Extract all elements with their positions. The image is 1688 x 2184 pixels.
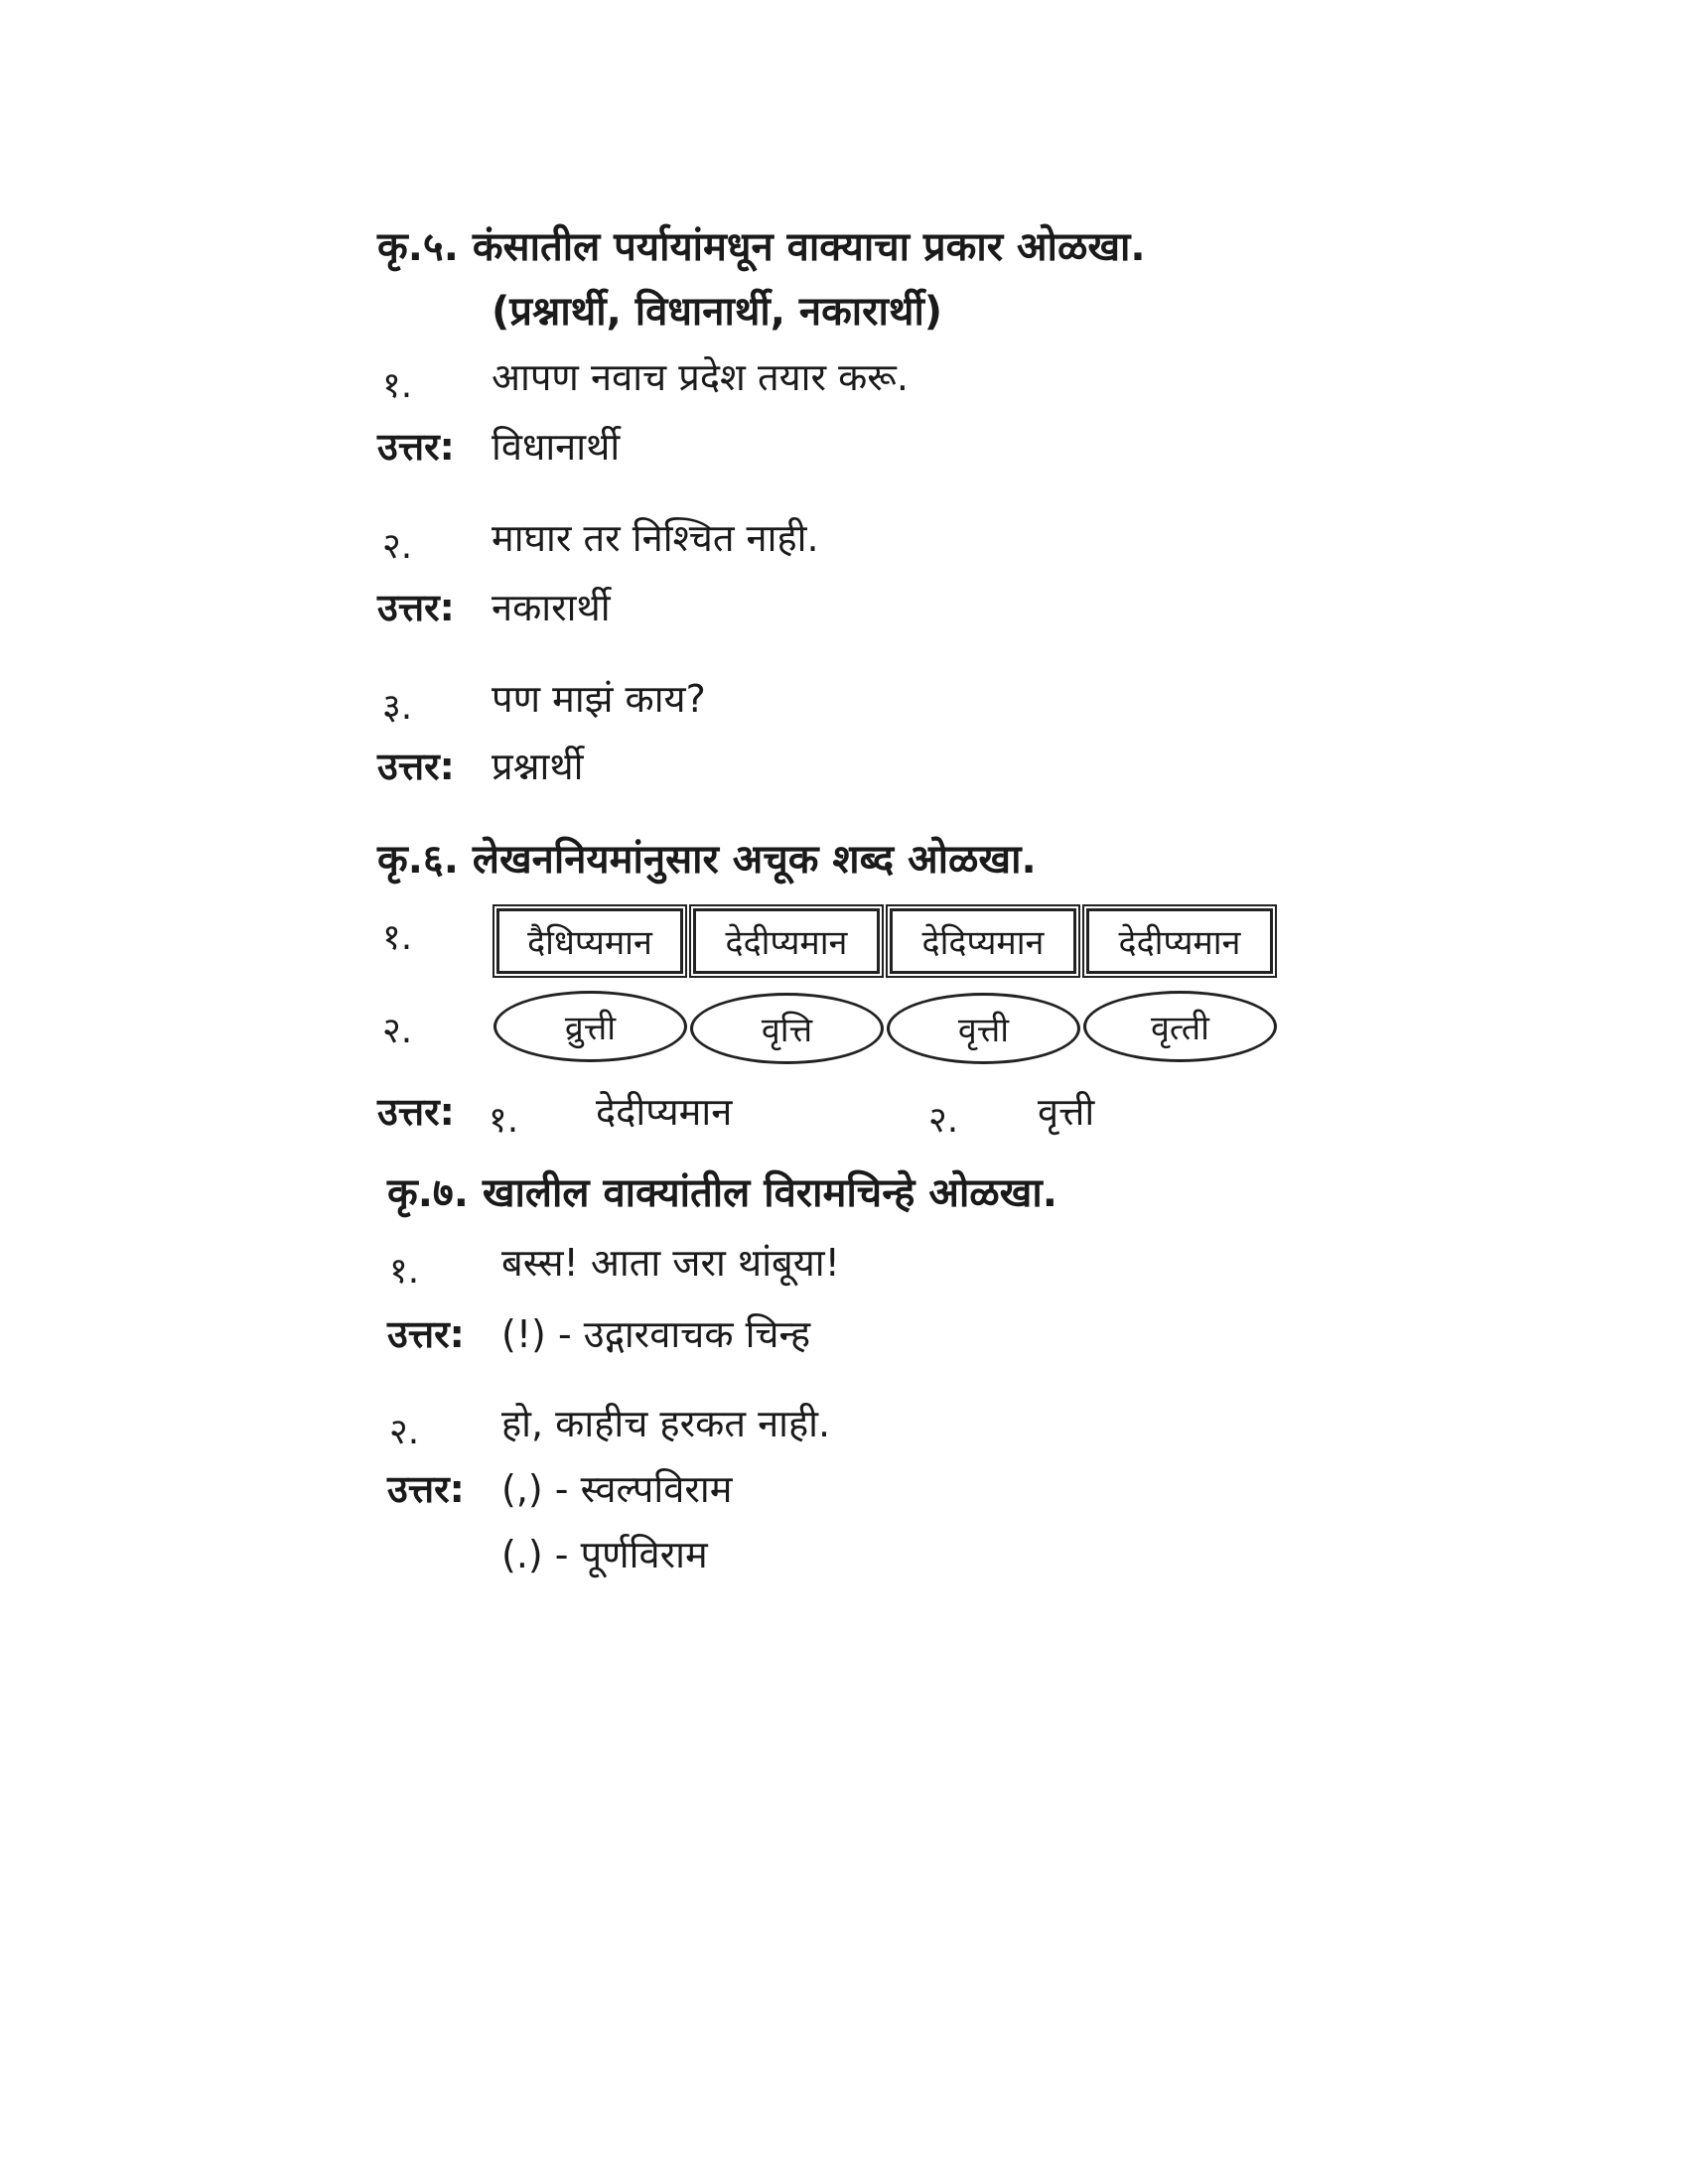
q6-oval-1-label: व्रुत्ती — [564, 1009, 617, 1048]
q5-item1-text: आपण नवाच प्रदेश तयार करू. — [492, 355, 909, 399]
q6-row1-number: १. — [382, 917, 413, 958]
q5-item1-answer-label: उत्तर: — [377, 425, 455, 469]
q6-oval-3-label: वृत्ती — [957, 1011, 1010, 1050]
q7-heading: कृ.७. खालील वाक्यांतील विरामचिन्हे ओळखा. — [387, 1170, 1057, 1216]
q7-item1-number: १. — [389, 1251, 420, 1292]
q6-option-box-1 — [496, 908, 683, 974]
q7-item2-text: हो, काहीच हरकत नाही. — [501, 1402, 831, 1445]
q6-option-2-label: देदीप्यमान — [725, 923, 848, 963]
q6-option-4-label: देदीप्‍यमान — [1118, 923, 1241, 963]
q6-oval-2-label: वृत्ति — [761, 1011, 813, 1050]
q6-oval-4-label: वृत्‍ती — [1151, 1009, 1209, 1048]
q5-item3-number: ३. — [382, 687, 413, 728]
q5-item3-answer-label: उत्तर: — [377, 745, 455, 788]
q6-row2-number: २. — [382, 1011, 413, 1051]
q5-item2-answer: नकारार्थी — [492, 586, 611, 629]
q5-item3-answer: प्रश्नार्थी — [492, 745, 584, 788]
q7-item1-answer-label: उत्तर: — [387, 1312, 465, 1356]
q5-item1-answer: विधानार्थी — [492, 425, 621, 469]
q7-item2-answer-label: उत्तर: — [387, 1467, 465, 1511]
q6-answer-label: उत्तर: — [377, 1090, 455, 1134]
q6-option-1-label: दैधिप्यमान — [527, 923, 652, 963]
q5-item1-number: १. — [382, 365, 413, 406]
q7-item1-text: बस्स! आता जरा थांबूया! — [501, 1241, 840, 1285]
q6-option-oval-4 — [1083, 991, 1277, 1062]
q5-item2-answer-label: उत्तर: — [377, 586, 455, 629]
q5-item2-number: २. — [382, 526, 413, 567]
q6-option-oval-2 — [690, 993, 884, 1064]
q6-option-3-label: देदिप्यमान — [921, 923, 1045, 963]
q6-answer1: देदीप्यमान — [596, 1090, 733, 1134]
q6-heading: कृ.६. लेखननियमांनुसार अचूक शब्द ओळखा. — [377, 837, 1037, 883]
q5-heading: कृ.५. कंसातील पर्यायांमधून वाक्याचा प्रकार ओळखा. — [377, 224, 1146, 270]
q7-item2-answer-2: (.) - पूर्णविराम — [501, 1533, 708, 1576]
q6-answer2: वृत्ती — [1038, 1090, 1095, 1134]
q6-option-box-4 — [1086, 908, 1273, 974]
q5-options: (प्रश्नार्थी, विधानार्थी, नकारार्थी) — [492, 289, 943, 335]
q5-item2-text: माघार तर निश्चित नाही. — [492, 516, 819, 560]
q6-option-oval-1 — [493, 991, 687, 1062]
q6-answer2-number: २. — [928, 1100, 959, 1141]
q6-option-box-2 — [693, 908, 880, 974]
q6-option-oval-3 — [887, 993, 1080, 1064]
q6-option-box-3 — [890, 908, 1076, 974]
q7-item1-answer: (!) - उद्गारवाचक चिन्ह — [501, 1312, 811, 1356]
q6-answer1-number: १. — [489, 1100, 519, 1141]
q7-item2-number: २. — [389, 1412, 420, 1452]
q5-item3-text: पण माझं काय? — [492, 677, 706, 721]
q7-item2-answer-1: (,) - स्वल्पविराम — [501, 1467, 733, 1511]
